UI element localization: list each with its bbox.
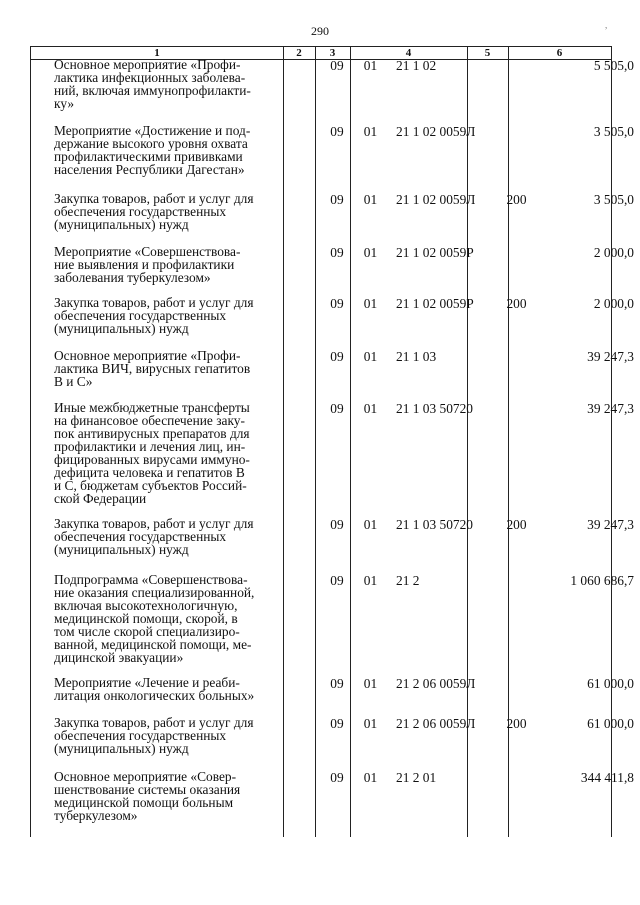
header-col-5: 5: [484, 47, 491, 59]
row-section: 09: [330, 716, 344, 731]
row-target-code: 21 2 06 0059Л: [396, 716, 476, 731]
table-row: [30, 769, 634, 832]
row-section: 09: [330, 401, 344, 416]
row-section: 09: [330, 676, 344, 691]
row-description: Закупка товаров, работ и услуг для обеспечения государственных (муниципальных) нужд: [54, 295, 254, 336]
row-target-code: 21 1 03: [396, 349, 437, 364]
table-row: [30, 191, 634, 245]
row-section: 09: [330, 124, 344, 139]
row-subsection: 01: [363, 192, 378, 207]
row-subsection: 01: [363, 245, 378, 260]
row-target-code: 21 1 03 50720: [396, 517, 473, 532]
row-expense-type: 200: [506, 517, 527, 532]
row-section: 09: [330, 58, 344, 73]
row-expense-type: 200: [506, 716, 527, 731]
row-subsection: 01: [363, 58, 378, 73]
table-row: [30, 123, 634, 192]
row-target-code: 21 1 02 0059Л: [396, 192, 476, 207]
row-description: Закупка товаров, работ и услуг для обеспечения государственных (муниципальных) нужд: [54, 516, 254, 557]
row-amount: 3 505,0: [593, 124, 634, 139]
page-number: 290: [311, 24, 329, 38]
table-row: [30, 516, 634, 573]
row-section: 09: [330, 245, 344, 260]
row-subsection: 01: [363, 124, 378, 139]
row-description: Закупка товаров, работ и услуг для обеспечения государственных (муниципальных) нужд: [54, 191, 254, 232]
row-amount: 344 411,8: [580, 770, 634, 785]
table-row: [30, 715, 634, 770]
table-row: [30, 57, 634, 124]
row-section: 09: [330, 573, 344, 588]
row-section: 09: [330, 296, 344, 311]
header-col-3: 3: [329, 47, 336, 59]
table-row: [30, 244, 634, 296]
row-description: Подпрограмма «Совершенствова- ние оказания специализированной, включая высокотехнологичную, медицинской помощи, скорой, в том числе скорой специализиро- ванной, медицинской помощи, ме- дицинской эвакуации»: [54, 572, 255, 665]
row-description: Мероприятие «Лечение и реаби- литация онкологических больных»: [54, 675, 255, 703]
row-description: Основное мероприятие «Профи- лактика ВИЧ, вирусных гепатитов В и С»: [54, 348, 251, 389]
row-description: Основное мероприятие «Профи- лактика инфекционных заболева- ний, включая иммунопрофилакти- ку»: [54, 57, 251, 111]
row-expense-type: 200: [506, 296, 527, 311]
row-amount: 61 000,0: [587, 716, 634, 731]
row-target-code: 21 1 02: [396, 58, 437, 73]
row-section: 09: [330, 770, 344, 785]
row-section: 09: [330, 192, 344, 207]
row-target-code: 21 2 01: [396, 770, 437, 785]
header-col-6: 6: [556, 47, 563, 59]
header-col-1: 1: [154, 47, 160, 59]
row-subsection: 01: [363, 517, 378, 532]
row-subsection: 01: [363, 401, 378, 416]
row-amount: 61 000,0: [587, 676, 634, 691]
row-subsection: 01: [363, 349, 378, 364]
row-amount: 2 000,0: [593, 296, 634, 311]
row-description: Закупка товаров, работ и услуг для обеспечения государственных (муниципальных) нужд: [54, 715, 254, 756]
row-amount: 3 505,0: [593, 192, 634, 207]
row-expense-type: 200: [506, 192, 527, 207]
row-amount: 39 247,3: [587, 401, 634, 416]
row-target-code: 21 1 02 0059Л: [396, 124, 476, 139]
header-col-4: 4: [405, 47, 412, 59]
row-description: Мероприятие «Совершенствова- ние выявления и профилактики заболевания туберкулезом»: [54, 244, 241, 285]
row-subsection: 01: [363, 573, 378, 588]
row-amount: 5 505,0: [593, 58, 634, 73]
row-target-code: 21 1 02 0059Р: [396, 245, 474, 260]
row-description: Иные межбюджетные трансферты на финансовое обеспечение заку- пок антивирусных препаратов для профилактики и лечения лиц, ин- фицированных вирусами иммуно- дефицита человека и гепатитов В и С, бюджетам субъектов Россий- ской Федерации: [54, 400, 250, 506]
table-row: [30, 295, 634, 349]
row-amount: 2 000,0: [593, 245, 634, 260]
row-subsection: 01: [363, 770, 378, 785]
row-subsection: 01: [363, 716, 378, 731]
row-target-code: 21 1 02 0059Р: [396, 296, 474, 311]
table-row: [30, 572, 634, 676]
row-section: 09: [330, 349, 344, 364]
table-body: [30, 57, 634, 832]
row-description: Мероприятие «Достижение и под- держание высокого уровня охвата профилактическими прививками населения Республики Дагестан»: [54, 123, 251, 177]
row-subsection: 01: [363, 676, 378, 691]
header-col-2: 2: [296, 47, 302, 59]
row-amount: 39 247,3: [587, 517, 634, 532]
row-amount: 1 060 686,7: [570, 573, 634, 588]
row-target-code: 21 2: [396, 573, 420, 588]
table-row: [30, 675, 634, 716]
row-target-code: 21 2 06 0059Л: [396, 676, 476, 691]
row-target-code: 21 1 03 50720: [396, 401, 473, 416]
row-description: Основное мероприятие «Совер- шенствование системы оказания медицинской помощи больным туберкулезом»: [54, 769, 241, 823]
table-row: [30, 348, 634, 401]
row-subsection: 01: [363, 296, 378, 311]
table-row: [30, 400, 634, 517]
row-amount: 39 247,3: [587, 349, 634, 364]
row-section: 09: [330, 517, 344, 532]
scan-mark: ,: [605, 20, 608, 30]
